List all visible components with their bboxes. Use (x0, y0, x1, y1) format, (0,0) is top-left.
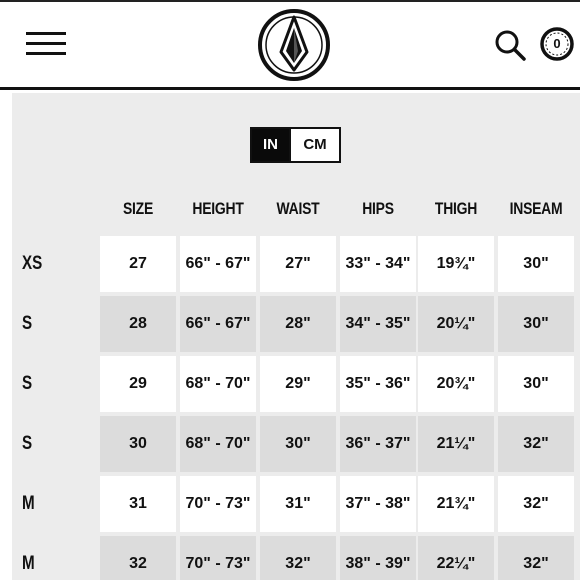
row-label-size: M (22, 553, 35, 574)
table-cell: 29" (260, 356, 336, 412)
table-cell: 32" (498, 476, 574, 532)
table-cell: 36" - 37" (340, 416, 416, 472)
table-cell: 30" (498, 236, 574, 292)
column-header-waist: WAIST (276, 199, 320, 218)
table-cell: 68" - 70" (180, 416, 256, 472)
table-cell: 31" (260, 476, 336, 532)
table-cell: 21¾" (418, 476, 494, 532)
table-cell: 32" (260, 536, 336, 580)
table-cell: 21¼" (418, 416, 494, 472)
table-cell: 33" - 34" (340, 236, 416, 292)
row-label-size: XS (22, 253, 43, 274)
hamburger-menu-icon[interactable] (26, 30, 66, 58)
column-header-height: HEIGHT (192, 199, 244, 218)
row-label-size: S (22, 373, 33, 394)
column-header-size: SIZE (122, 199, 154, 218)
table-cell: 30" (260, 416, 336, 472)
table-cell: 31 (100, 476, 176, 532)
table-cell: 19¾" (418, 236, 494, 292)
column-header-inseam: INSEAM (509, 199, 563, 218)
unit-option-in[interactable]: IN (250, 127, 291, 163)
table-cell: 27" (260, 236, 336, 292)
table-cell: 70" - 73" (180, 536, 256, 580)
table-cell: 30 (100, 416, 176, 472)
table-cell: 20¼" (418, 296, 494, 352)
search-icon[interactable] (493, 28, 527, 62)
table-cell: 28 (100, 296, 176, 352)
unit-toggle (250, 127, 341, 163)
table-cell: 32" (498, 416, 574, 472)
table-cell: 38" - 39" (340, 536, 416, 580)
row-label-size: M (22, 493, 35, 514)
table-cell: 22¼" (418, 536, 494, 580)
table-cell: 28" (260, 296, 336, 352)
cart-count-badge: 0 (553, 36, 561, 51)
column-header-thigh: THIGH (434, 199, 478, 218)
table-cell: 30" (498, 356, 574, 412)
table-cell: 37" - 38" (340, 476, 416, 532)
table-cell: 32 (100, 536, 176, 580)
table-cell: 20¾" (418, 356, 494, 412)
table-cell: 68" - 70" (180, 356, 256, 412)
table-cell: 66" - 67" (180, 236, 256, 292)
table-cell: 32" (498, 536, 574, 580)
table-cell: 35" - 36" (340, 356, 416, 412)
table-cell: 30" (498, 296, 574, 352)
column-header-hips: HIPS (362, 199, 394, 218)
table-cell: 70" - 73" (180, 476, 256, 532)
table-cell: 66" - 67" (180, 296, 256, 352)
row-label-size: S (22, 313, 33, 334)
cart-button[interactable] (538, 25, 576, 63)
site-header (0, 0, 580, 90)
table-cell: 34" - 35" (340, 296, 416, 352)
brand-logo[interactable] (257, 8, 331, 82)
table-cell: 27 (100, 236, 176, 292)
table-cell: 29 (100, 356, 176, 412)
row-label-size: S (22, 433, 33, 454)
header-top-border (0, 0, 580, 2)
unit-option-cm[interactable]: CM (291, 127, 341, 163)
